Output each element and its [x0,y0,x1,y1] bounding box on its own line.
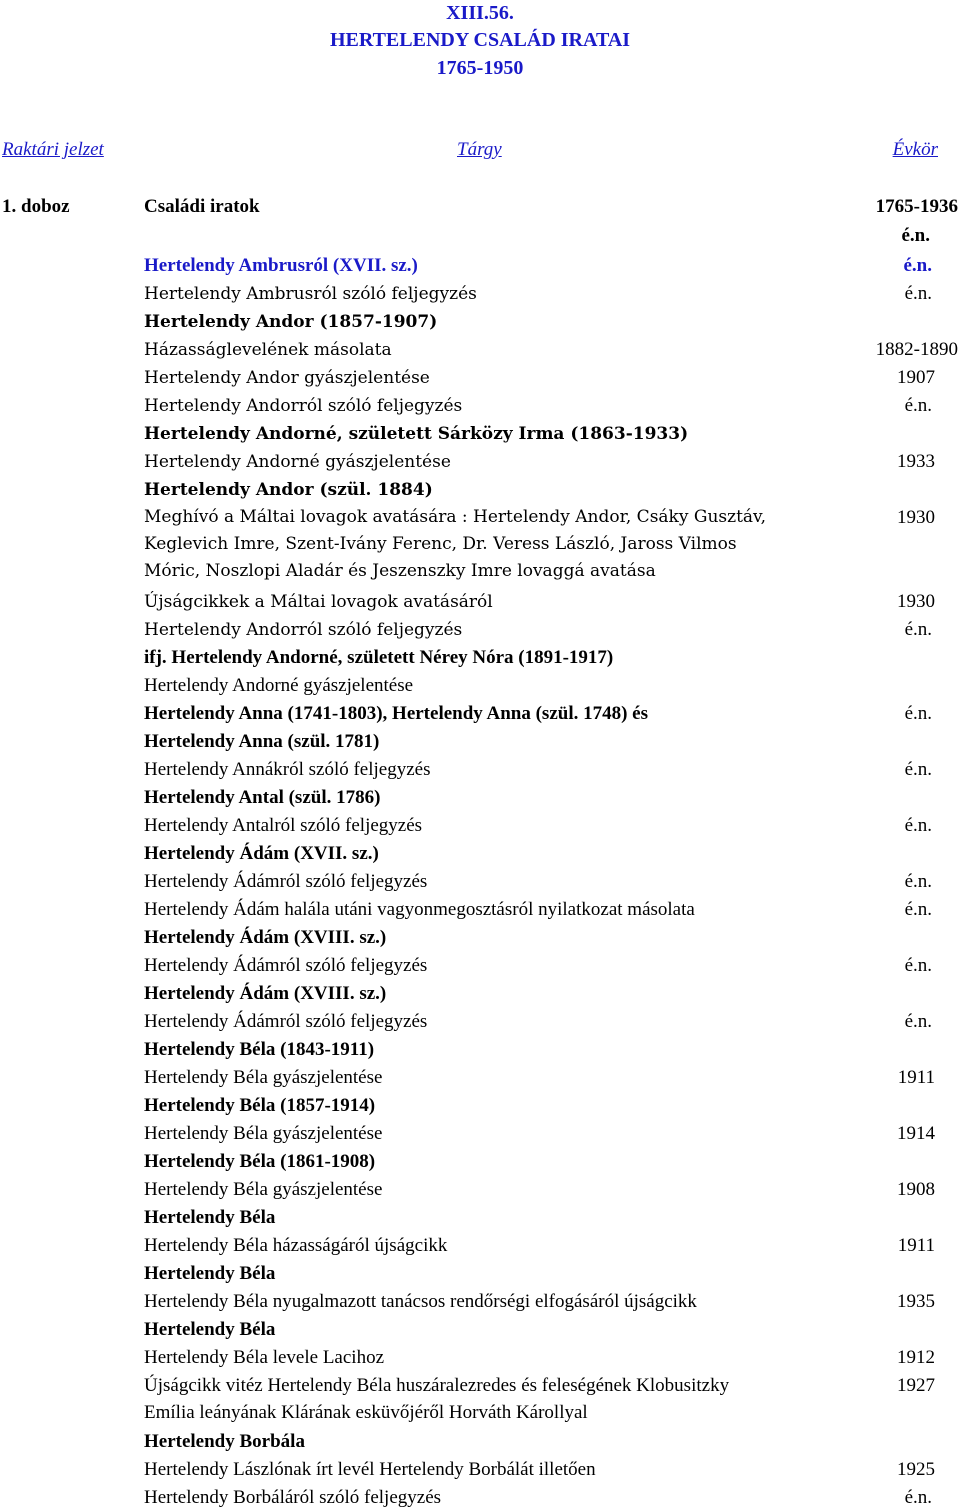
item-year: 1914 [897,1123,935,1144]
list-item [0,1064,960,1092]
box-undated-note: é.n. [901,225,930,246]
item-year: é.n. [904,955,932,976]
list-item [0,392,960,420]
column-targy: Tárgy [457,139,502,160]
list-item [0,308,960,336]
item-year: 1935 [897,1291,935,1312]
list-item [0,728,960,756]
box-label: 1. doboz [2,196,70,217]
item-subject: Hertelendy Borbála [144,1431,305,1452]
list-item [0,1428,960,1456]
item-subject: Hertelendy Ádám (XVII. sz.) [144,843,379,864]
item-year: é.n. [904,759,932,780]
item-year: é.n. [904,283,932,304]
item-subject: Hertelendy Ádámról szóló feljegyzés [144,1011,428,1032]
item-subject: Hertelendy Andorné gyászjelentése [144,452,451,472]
list-item [0,252,960,280]
list-item [0,280,960,308]
item-subject: Hertelendy Andorról szóló feljegyzés [144,396,463,416]
list-item [0,1120,960,1148]
item-year: 1925 [897,1459,935,1480]
list-item [0,616,960,644]
list-item [0,1484,960,1512]
column-evkor: Évkör [892,139,938,160]
item-subject: Hertelendy Béla [144,1263,276,1284]
list-item [0,896,960,924]
item-subject: Hertelendy Béla levele Lacihoz [144,1347,385,1368]
list-item [0,924,960,952]
item-subject: Hertelendy Béla gyászjelentése [144,1179,383,1200]
fond-title: HERTELENDY CSALÁD IRATAI [329,29,631,51]
list-item [0,364,960,392]
item-year: 1930 [897,507,935,528]
item-subject: Hertelendy Andorné gyászjelentése [144,675,414,696]
list-item [0,1288,960,1316]
item-subject: Hertelendy Andorné, született Sárközy Irma (1863-1933) [144,424,689,444]
list-item [0,1316,960,1344]
item-subject: Hertelendy Ambrusról (XVII. sz.) [144,255,418,276]
item-subject: Hertelendy Antalról szóló feljegyzés [144,815,423,836]
list-item [0,1372,960,1428]
fond-years: 1765-1950 [436,57,524,79]
item-subject: Hertelendy Béla (1861-1908) [144,1151,376,1172]
list-item [0,700,960,728]
item-subject: Hertelendy Ádámról szóló feljegyzés [144,871,428,892]
item-subject: Hertelendy Ambrusról szóló feljegyzés [144,284,477,304]
list-item [0,868,960,896]
item-subject: Hertelendy Andor (1857-1907) [144,312,438,332]
item-subject: Hertelendy Anna (szül. 1781) [144,731,380,752]
item-year: 1927 [897,1375,935,1396]
box-title: Családi iratok [144,196,260,217]
item-year: 1933 [897,451,935,472]
list-item [0,1008,960,1036]
list-item [0,756,960,784]
item-subject: Hertelendy Annákról szóló feljegyzés [144,759,431,780]
list-item [0,1176,960,1204]
list-item [0,812,960,840]
item-subject: Hertelendy Béla nyugalmazott tanácsos rendőrségi elfogásáról újságcikk [144,1291,697,1312]
item-year: é.n. [904,619,932,640]
list-item [0,504,960,588]
list-item [0,1344,960,1372]
item-subject: Újságcikk vitéz Hertelendy Béla huszáralezredes és feleségének Klobusitzky Emília leányának Klárának esküvőjéről Horváth Károllyal [144,1375,730,1423]
item-subject: Meghívó a Máltai lovagok avatására : Hertelendy Andor, Csáky Gusztáv, Keglevich Imre, Szent-Ivány Ferenc, Dr. Veress László, Jaross Vilmos Móric, Noszlopi Aladár és Jeszenszky Imre lovaggá avatása [144,507,767,581]
list-item [0,644,960,672]
item-subject: Hertelendy Lászlónak írt levél Hertelendy Borbálát illetően [144,1459,596,1480]
item-year: é.n. [903,255,932,276]
list-item [0,1036,960,1064]
list-item [0,1456,960,1484]
box-years: 1765-1936 [875,196,958,217]
item-year: é.n. [904,1487,932,1508]
item-subject: Hertelendy Ádám halála utáni vagyonmegosztásról nyilatkozat másolata [144,899,695,920]
column-raktari-jelzet: Raktári jelzet [2,139,104,160]
item-year: 1911 [897,1067,935,1088]
item-subject: Hertelendy Antal (szül. 1786) [144,787,381,808]
item-year: 1882-1890 [875,339,958,360]
item-subject: Hertelendy Béla gyászjelentése [144,1123,383,1144]
item-year: é.n. [904,815,932,836]
list-item [0,448,960,476]
list-item [0,952,960,980]
item-subject: Hertelendy Béla gyászjelentése [144,1067,383,1088]
inventory-list [0,252,960,1512]
item-subject: Hertelendy Ádám (XVIII. sz.) [144,927,387,948]
item-year: 1930 [897,591,935,612]
list-item [0,980,960,1008]
list-item [0,1148,960,1176]
list-item [0,672,960,700]
item-subject: Hertelendy Borbáláról szóló feljegyzés [144,1487,442,1508]
item-year: é.n. [904,703,932,724]
list-item [0,420,960,448]
list-item [0,336,960,364]
item-subject: Házasságlevelének másolata [144,340,392,360]
list-item [0,784,960,812]
item-year: 1911 [897,1235,935,1256]
item-subject: Hertelendy Andor (szül. 1884) [144,480,433,500]
item-subject: Hertelendy Béla (1843-1911) [144,1039,375,1060]
list-item [0,588,960,616]
item-subject: Hertelendy Ádám (XVIII. sz.) [144,983,387,1004]
item-year: 1907 [897,367,935,388]
list-item [0,1204,960,1232]
list-item [0,840,960,868]
item-subject: Hertelendy Ádámról szóló feljegyzés [144,955,428,976]
list-item [0,476,960,504]
fond-number: XIII.56. [446,2,514,24]
item-subject: Hertelendy Béla házasságáról újságcikk [144,1235,448,1256]
item-subject: ifj. Hertelendy Andorné, született Nérey Nóra (1891-1917) [144,647,614,668]
item-year: é.n. [904,395,932,416]
list-item [0,1232,960,1260]
item-year: é.n. [904,1011,932,1032]
item-year: 1912 [897,1347,935,1368]
item-subject: Hertelendy Andor gyászjelentése [144,368,430,388]
item-subject: Hertelendy Béla [144,1319,276,1340]
item-subject: Újságcikkek a Máltai lovagok avatásáról [144,592,493,612]
item-subject: Hertelendy Béla (1857-1914) [144,1095,376,1116]
item-subject: Hertelendy Béla [144,1207,276,1228]
item-year: 1908 [897,1179,935,1200]
item-subject: Hertelendy Andorról szóló feljegyzés [144,620,463,640]
item-year: é.n. [904,899,932,920]
list-item [0,1260,960,1288]
item-subject: Hertelendy Anna (1741-1803), Hertelendy Anna (szül. 1748) és [144,703,649,724]
list-item [0,1092,960,1120]
item-year: é.n. [904,871,932,892]
